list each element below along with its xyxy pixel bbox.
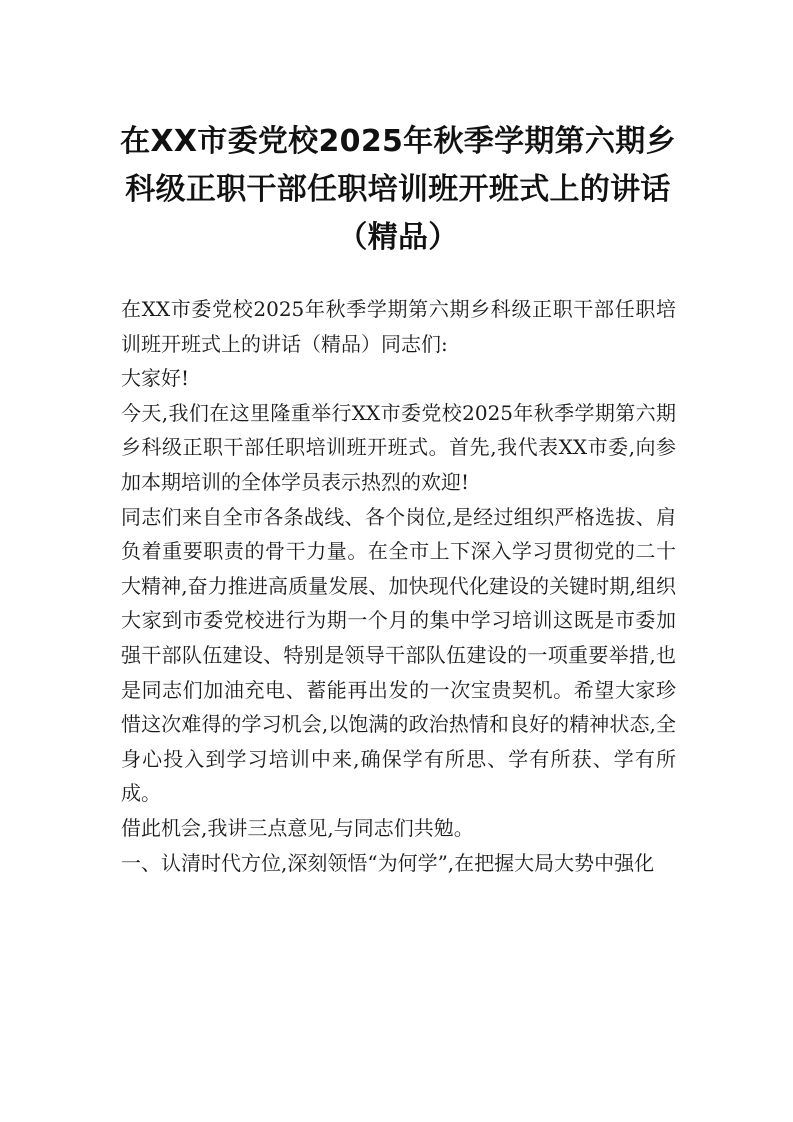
paragraph: 借此机会,我讲三点意见,与同志们共勉。 xyxy=(121,815,474,840)
document-body xyxy=(121,292,676,880)
paragraph: 同志们来自全市各条战线、各个岗位,是经过组织严格选拔、肩负着重要职责的骨干力量。在全市上下深入学习贯彻党的二十大精神,奋力推进高质量发展、加快现代化建设的关键时期,组织大家到市委党校进行为期一个月的集中学习培训这既是市委加强干部队伍建设、特别是领导干部队伍建设的一项重要举措,也是同志们加油充电、蓄能再出发的一次宝贵契机。希望大家珍惜这次难得的学习机会,以饱满的政治热情和良好的精神状态,全身心投入到学习培训中来,确保学有所思、学有所获、学有所成。 xyxy=(121,504,676,806)
paragraph: 在XX市委党校2025年秋季学期第六期乡科级正职干部任职培训班开班式上的讲话（精品）同志们: xyxy=(121,297,676,356)
paragraph: 大家好! xyxy=(121,366,190,391)
paragraph: 一、认清时代方位,深刻领悟“为何学”,在把握大局大势中强化 xyxy=(121,850,655,875)
document-title: 在XX市委党校2025年秋季学期第六期乡科级正职干部任职培训班开班式上的讲话（精品） xyxy=(120,124,676,255)
paragraph: 今天,我们在这里隆重举行XX市委党校2025年秋季学期第六期乡科级正职干部任职培训班开班式。首先,我代表XX市委,向参加本期培训的全体学员表示热烈的欢迎! xyxy=(121,400,676,494)
